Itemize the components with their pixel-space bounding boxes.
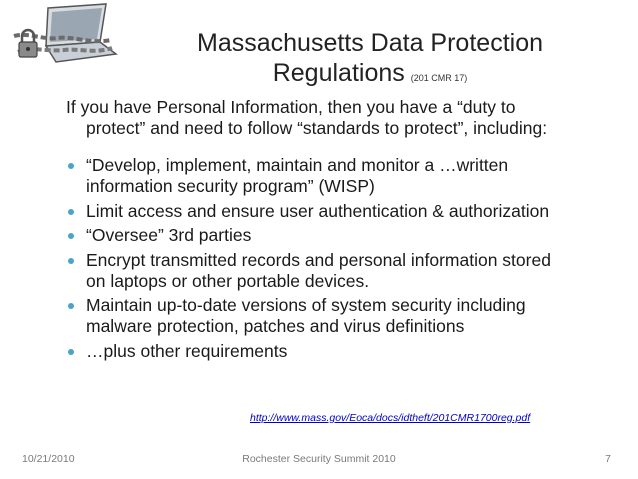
bullet-icon: [68, 258, 74, 264]
slide-title: [150, 28, 590, 93]
intro-paragraph: [66, 97, 626, 139]
title-line-1: Massachusetts Data Protection: [197, 29, 543, 57]
laptop-chain-lock-icon: [8, 2, 118, 70]
bullet-icon: [68, 209, 74, 215]
slide-number: 7: [605, 453, 611, 465]
title-citation: (201 CMR 17): [410, 73, 468, 83]
bullet-icon: [68, 233, 74, 239]
list-item: Limit access and ensure user authentication & authorization: [66, 201, 626, 222]
list-item: Encrypt transmitted records and personal information stored on laptops or other portable devices.: [66, 250, 626, 292]
footer-date: 10/21/2010: [22, 453, 75, 465]
bullet-icon: [68, 163, 74, 169]
list-item: “Develop, implement, maintain and monitor a …written information security program” (WISP): [66, 155, 626, 197]
list-item: Maintain up-to-date versions of system security including malware protection, patches and virus definitions: [66, 295, 626, 337]
requirements-list: [66, 155, 626, 365]
list-item: “Oversee” 3rd parties: [66, 225, 626, 246]
bullet-icon: [68, 303, 74, 309]
list-item: …plus other requirements: [66, 341, 626, 362]
regulation-link[interactable]: http://www.mass.gov/Eoca/docs/idtheft/201CMR1700reg.pdf: [250, 412, 531, 424]
footer-event: Rochester Security Summit 2010: [242, 453, 396, 465]
intro-line-2: protect” and need to follow “standards to protect”, including:: [86, 118, 548, 138]
intro-line-1: If you have Personal Information, then you have a “duty to: [66, 97, 516, 117]
title-line-2: Regulations: [272, 59, 405, 87]
bullet-icon: [68, 349, 74, 355]
